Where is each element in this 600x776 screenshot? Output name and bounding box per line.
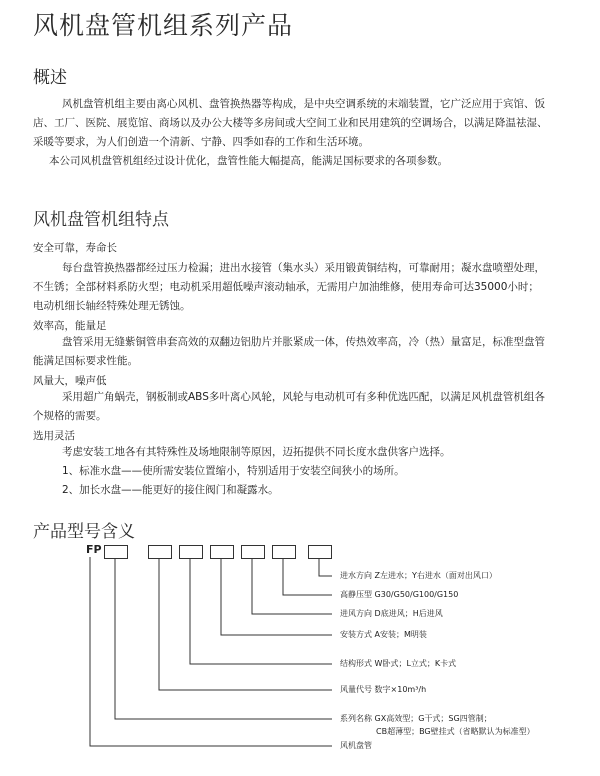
feature-1-line-1: 每台盘管换热器都经过压力检漏；进出水接管（集水头）采用锻黄铜结构，可靠耐用；凝水盘喷塑处理， [62, 262, 545, 274]
label-fan-coil-unit: 风机盘管 [340, 741, 372, 750]
label-structure: 结构形式 W卧式；L立式；K卡式 [340, 659, 457, 668]
feature-1-line-2: 不生锈；全部材料系防火型；电动机采用超低噪声滚动轴承，无需用户加油维修，使用寿命可达35000小时； [33, 281, 539, 293]
label-series-name-1: 系列名称 GX高效型；G干式；SG四管制； [340, 714, 492, 723]
feature-4-line-3: 2、加长水盘——能更好的接住阀门和凝露水。 [62, 484, 279, 496]
feature-2-line-1: 盘管采用无缝紫铜管串套高效的双翻边铝肋片并胀紧成一体，传热效率高，冷（热）量富足，标准型盘管 [62, 336, 545, 348]
label-airflow-code: 风量代号 数字×10m³/h [340, 685, 427, 694]
overview-line-3: 采暖等要求，为人们创造一个清新、宁静、四季如春的工作和生活环境。 [33, 136, 369, 148]
model-heading: 产品型号含义 [33, 522, 135, 542]
feature-3-line-2: 个规格的需要。 [33, 410, 107, 422]
feature-1-line-3: 电动机细长轴经特殊处理无锈蚀。 [33, 300, 191, 312]
feature-title-1: 安全可靠，寿命长 [33, 242, 117, 254]
overview-line-1: 风机盘管机组主要由离心风机、盘管换热器等构成，是中央空调系统的末端装置，它广泛应用于宾馆、饭 [62, 98, 545, 110]
feature-4-line-2: 1、标准水盘——使所需安装位置缩小，特别适用于安装空间狭小的场所。 [62, 465, 405, 477]
label-inlet-direction: 进水方向 Z左进水；Y右进水（面对出风口） [340, 571, 497, 580]
feature-4-line-1: 考虑安装工地各有其特殊性及场地限制等原因，迈拓提供不同长度水盘供客户选择。 [62, 446, 451, 458]
feature-title-4: 选用灵活 [33, 430, 75, 442]
label-static-pressure: 高静压型 G30/G50/G100/G150 [340, 590, 459, 599]
page-title: 风机盘管机组系列产品 [33, 11, 294, 40]
feature-title-2: 效率高，能量足 [33, 320, 107, 332]
overview-heading: 概述 [33, 68, 67, 88]
label-install-method: 安装方式 A安装；M明装 [340, 630, 427, 639]
feature-3-line-1: 采用超广角蜗壳，钢板制或ABS多叶离心风轮，风轮与电动机可有多种优选匹配，以满足风机盘管机组各 [62, 391, 545, 403]
label-series-name-2: CB超薄型；BG壁挂式（省略默认为标准型） [376, 727, 535, 736]
overview-line-4: 本公司风机盘管机组经过设计优化，盘管性能大幅提高，能满足国标要求的各项参数。 [49, 155, 448, 167]
feature-title-3: 风量大，噪声低 [33, 375, 107, 387]
feature-2-line-2: 能满足国标要求性能。 [33, 355, 138, 367]
label-air-in-direction: 进风方向 D底进风；H后进风 [340, 609, 443, 618]
overview-line-2: 店、工厂、医院、展览馆、商场以及办公大楼等多房间或大空间工业和民用建筑的空调场合，以满足降温祛湿、 [33, 117, 548, 129]
model-prefix: FP [86, 543, 102, 556]
features-heading: 风机盘管机组特点 [33, 210, 169, 230]
